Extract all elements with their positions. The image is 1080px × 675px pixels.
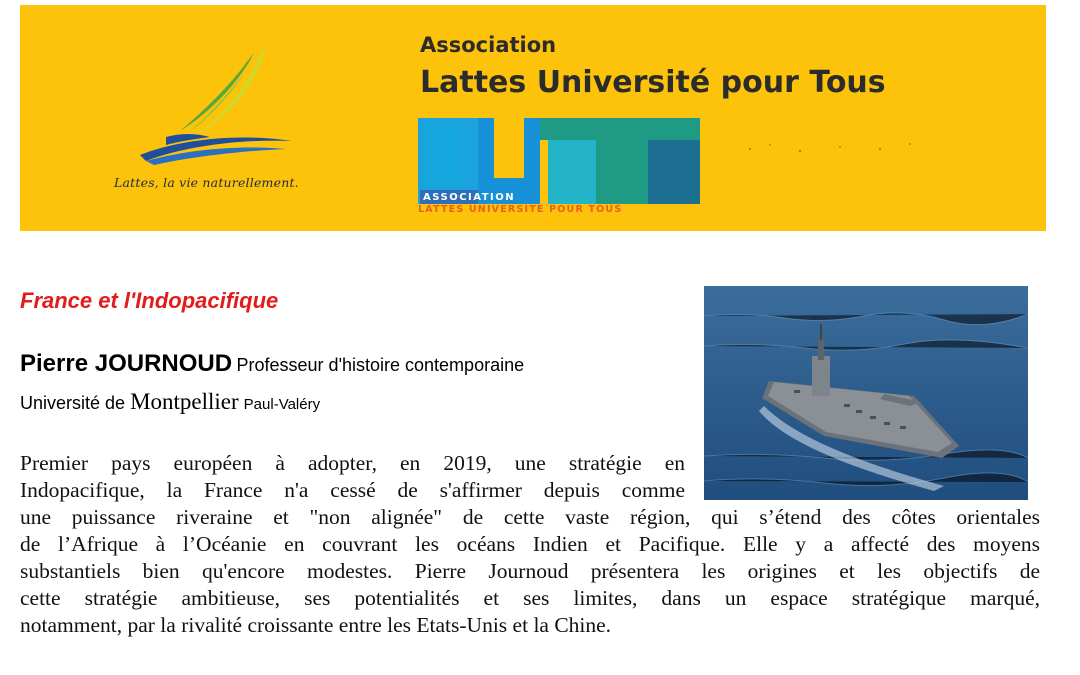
lut-subtitle: LATTES UNIVERSITE POUR TOUS [418,204,623,215]
association-label: Association [420,33,557,57]
event-description [20,450,1040,639]
lut-logo [418,116,708,216]
speaker-name: Pierre JOURNOUD [20,350,233,377]
header-banner [20,5,1046,231]
decorative-specks [730,135,930,165]
description-line: notamment, par la rivalité croissante entre les Etats-Unis et la Chine. [20,613,612,637]
description-line: Indopacifique, la France n'a cessé de s'affirmer depuis comme [20,478,685,502]
description-line: de l’Afrique à l’Océanie en couvrant les océans Indien et Pacifique. Elle y a affecté des moyens [20,532,1040,556]
description-line: cette stratégie ambitieuse, ses potentialités et ses limites, dans un espace stratégique marqué, [20,586,1040,610]
description-line: Premier pays européen à adopter, en 2019, une stratégie en [20,451,685,475]
association-name: Lattes Université pour Tous [420,65,886,100]
affiliation-suffix: Paul-Valéry [243,396,321,413]
description-line: une puissance riveraine et "non alignée" de cette vaste région, qui s’étend des côtes orientales [20,505,1040,529]
affiliation-line [20,389,320,415]
lattes-city-logo [70,41,370,191]
event-title: France et l'Indopacifique [20,288,279,313]
speaker-line [20,350,524,378]
description-line: substantiels bien qu'encore modestes. Pierre Journoud présentera les origines et les objectifs de [20,559,1040,583]
speaker-role: Professeur d'histoire contemporaine [236,355,525,375]
swoosh-logo-icon [70,41,370,181]
lut-association-text: ASSOCIATION [423,192,516,203]
affiliation-city: Montpellier [130,389,239,414]
city-slogan: Lattes, la vie naturellement. [114,175,299,190]
affiliation-prefix: Université de [20,393,126,413]
